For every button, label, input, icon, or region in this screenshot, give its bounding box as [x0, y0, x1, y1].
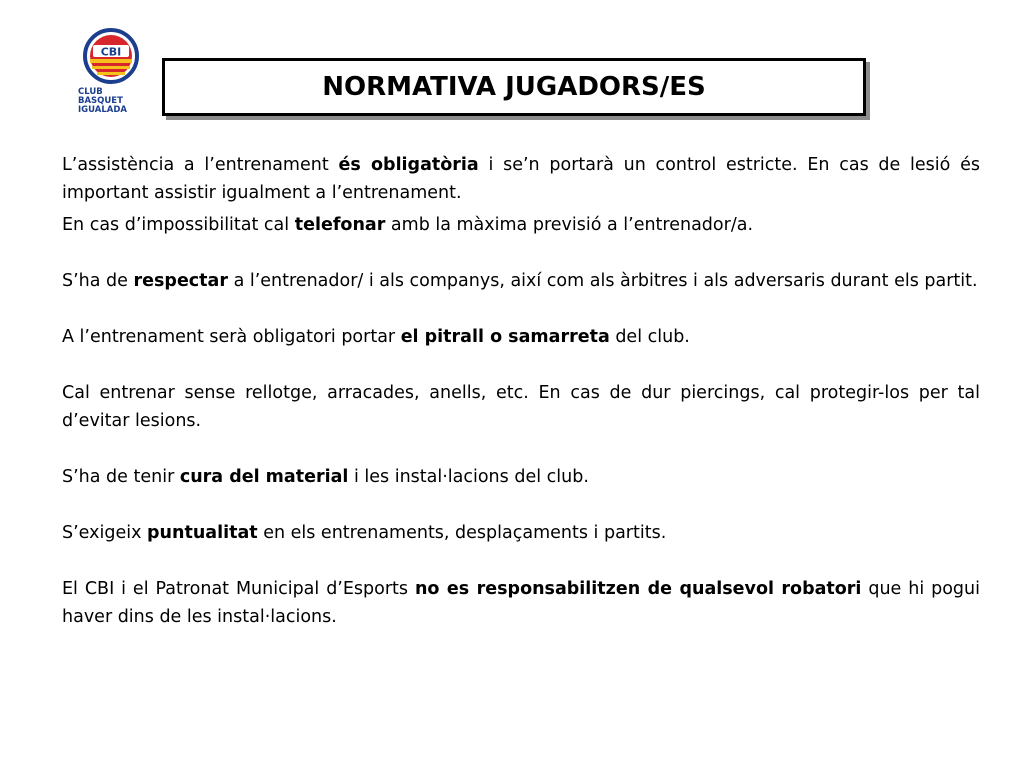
rule-shirt: A l’entrenament serà obligatori portar el pitrall o samarreta del club.: [62, 327, 690, 347]
rule-theft: El CBI i el Patronat Municipal d’Esports no es responsabilitzen de qualsevol robatori que hi pogui haver dins de les instal·lacions.: [62, 579, 980, 627]
rule-phone: En cas d’impossibilitat cal telefonar amb la màxima previsió a l’entrenador/a.: [62, 215, 754, 235]
rule-jewelry: Cal entrenar sense rellotge, arracades, anells, etc. En cas de dur piercings, cal protegir-los per tal d’evitar lesions.: [62, 383, 980, 431]
page-title: NORMATIVA JUGADORS/ES: [322, 72, 706, 102]
rule-respect: S’ha de respectar a l’entrenador/ i als companys, així com als àrbitres i als adversaris durant els partit.: [62, 271, 978, 291]
logo-line-2: BASQUET: [78, 96, 123, 106]
rules-body: [62, 151, 980, 631]
logo-cbi-text: CBI: [100, 45, 122, 59]
rule-material: S’ha de tenir cura del material i les instal·lacions del club.: [62, 467, 589, 487]
club-logo: [74, 26, 148, 118]
logo-line-1: CLUB: [78, 87, 103, 97]
title-box: [162, 58, 866, 116]
rule-attendance: L’assistència a l’entrenament és obligatòria i se’n portarà un control estricte. En cas de lesió és important assistir igualment a l’entrenament.: [62, 155, 980, 203]
rule-punctuality: S’exigeix puntualitat en els entrenaments, desplaçaments i partits.: [62, 523, 667, 543]
cbi-crest-icon: [74, 26, 148, 118]
logo-line-3: IGUALADA: [78, 105, 127, 115]
